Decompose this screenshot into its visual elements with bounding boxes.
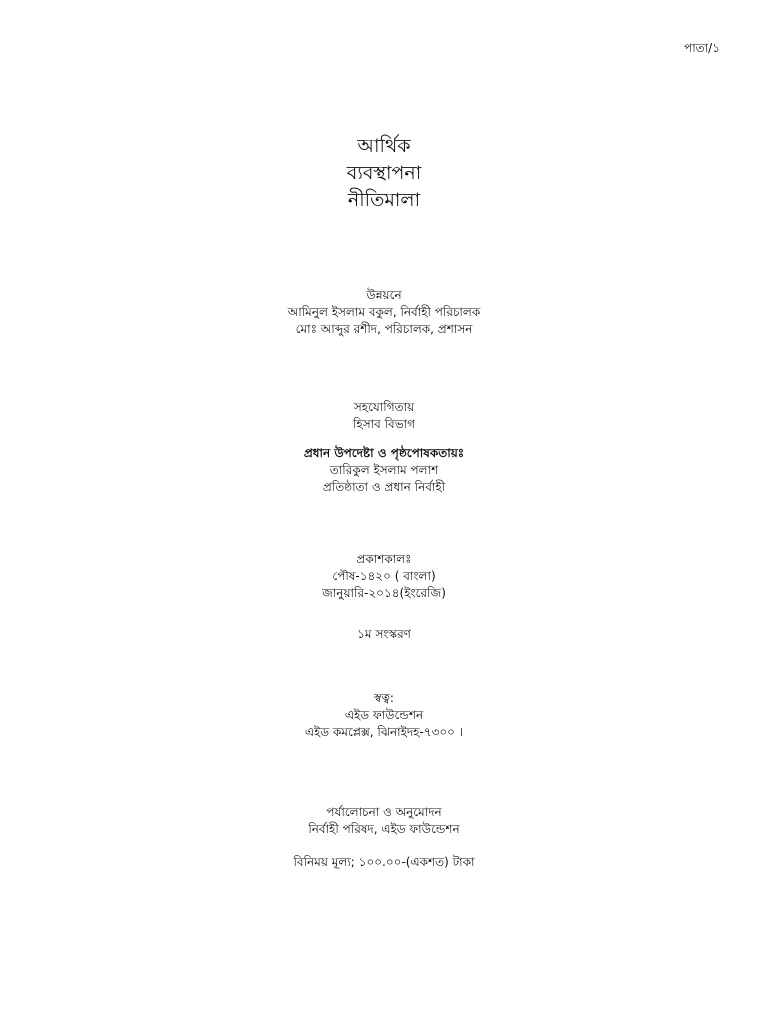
publication-english-date: জানুয়ারি-২০১৪(ইংরেজি) xyxy=(322,586,446,600)
title-line-1: আর্থিক xyxy=(357,135,411,157)
cooperation-heading: সহযোগিতায় xyxy=(353,400,415,414)
adviser-name: তারিকুল ইসলাম পলাশ xyxy=(329,463,439,477)
copyright-section xyxy=(0,690,768,741)
review-heading: পর্যালোচনা ও অনুমোদন xyxy=(326,805,442,819)
page-number: পাতা/১ xyxy=(684,41,720,55)
development-person-1: আমিনুল ইসলাম বকুল, নির্বাহী পরিচালক xyxy=(287,305,481,319)
price-label: বিনিময় মূল্য; ১০০.০০-(একশত) টাকা xyxy=(293,855,475,869)
development-person-2: মোঃ আব্দুর রশীদ, পরিচালক, প্রশাসন xyxy=(295,322,473,336)
publication-bangla-date: পৌষ-১৪২০ ( বাংলা) xyxy=(332,569,436,583)
copyright-address: এইড কমপ্লেক্স, ঝিনাইদহ-৭৩০০ । xyxy=(304,725,464,739)
document-title xyxy=(0,133,768,214)
publication-heading: প্রকাশকালঃ xyxy=(356,552,412,566)
review-body: নির্বাহী পরিষদ, এইড ফাউন্ডেশন xyxy=(308,822,460,836)
copyright-heading: স্বত্ব: xyxy=(374,691,394,705)
publication-section xyxy=(0,551,768,602)
edition-section xyxy=(0,626,768,643)
adviser-heading: প্রধান উপদেষ্টা ও পৃষ্ঠপোষকতায়ঃ xyxy=(303,446,465,460)
copyright-organization: এইড ফাউন্ডেশন xyxy=(344,708,424,722)
title-line-2: ব্যবস্থাপনা xyxy=(346,162,422,184)
adviser-section xyxy=(0,445,768,496)
cooperation-department: হিসাব বিভাগ xyxy=(352,417,416,431)
development-section xyxy=(0,287,768,338)
review-section xyxy=(0,804,768,838)
edition-label: ১ম সংস্করণ xyxy=(357,627,411,641)
adviser-role: প্রতিষ্ঠাতা ও প্রধান নির্বাহী xyxy=(322,480,446,494)
price-section xyxy=(0,854,768,871)
title-line-3: নীতিমালা xyxy=(347,189,421,211)
cooperation-section xyxy=(0,399,768,433)
development-heading: উন্নয়নে xyxy=(366,288,402,302)
